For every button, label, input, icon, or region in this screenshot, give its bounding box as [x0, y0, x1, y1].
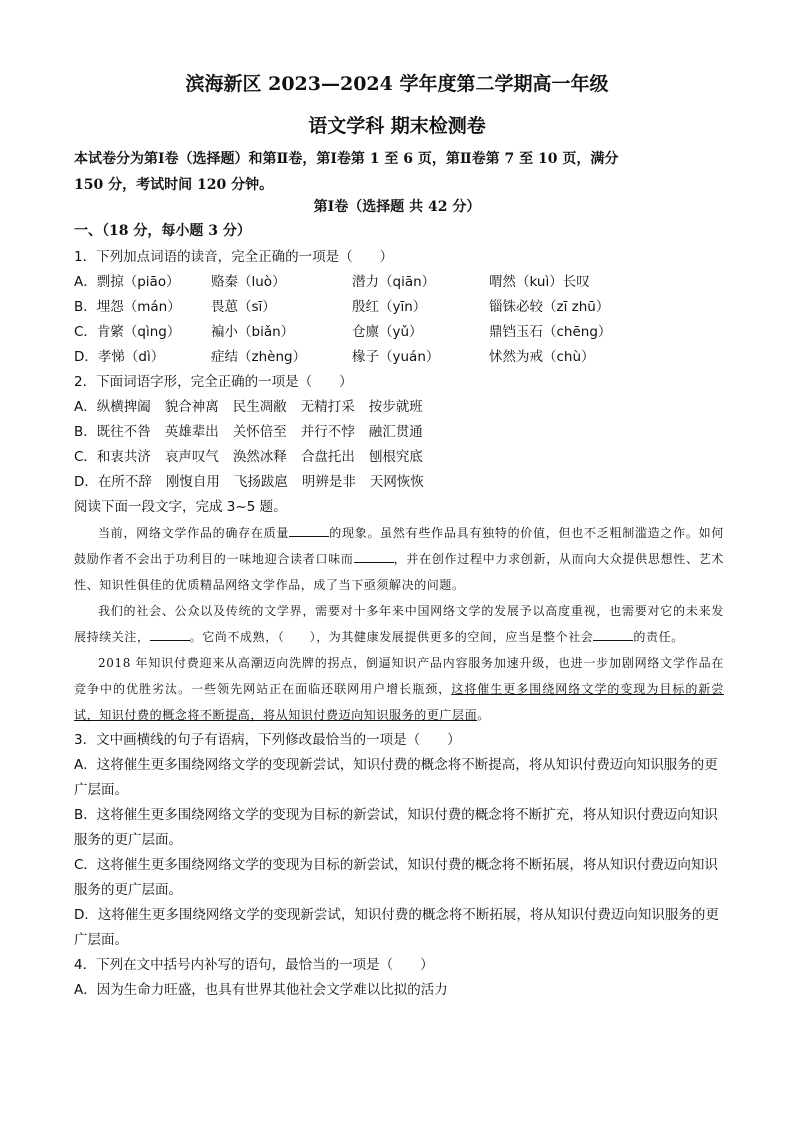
- q1-option-b-word-3: 殷红（yīn）: [352, 299, 427, 315]
- q4-option-a: A．因为生命力旺盛，也具有世界其他社会文学难以比拟的活力: [74, 982, 448, 998]
- reading-lead: 阅读下面一段文字，完成 3~5 题。: [74, 499, 287, 515]
- q1-option-row: [74, 295, 724, 320]
- q2-c-word-4: 合盘托出: [300, 449, 355, 465]
- fill-blank: [289, 524, 329, 537]
- q1-option-row: [74, 270, 724, 295]
- q2-a-word-5: 按步就班: [368, 399, 423, 415]
- q1-option-d-word-3: 椽子（yuán）: [352, 349, 440, 365]
- q1-option-d-word-4: 怵然为戒（chù）: [489, 349, 595, 365]
- p1-text-c: ，并在创作过程中力求创新，从而向大众提供思想性、艺术性、知识性俱佳的优质精品网络文学作品，成了当下亟须解决的问题。: [74, 552, 725, 592]
- q2-d-word-1: D．在所不辞: [74, 474, 152, 490]
- fill-blank: [150, 628, 190, 641]
- q3-stem: 3．文中画横线的句子有语病，下列修改最恰当的一项是（ ）: [74, 732, 461, 748]
- q2-c-word-1: C．和衷共济: [74, 449, 151, 465]
- q2-option-a: [74, 395, 724, 420]
- q3-option-b: B．这将催生更多围绕网络文学的变现为目标的新尝试，知识付费的概念将不断扩充，将从知识付费迈向知识服务的更广层面。: [74, 807, 718, 848]
- q3-option-a: A．这将催生更多围绕网络文学的变现新尝试，知识付费的概念将不断提高，将从知识付费迈向知识服务的更广层面。: [74, 757, 718, 798]
- passage-paragraph-1: [74, 520, 724, 598]
- q2-b-word-2: 英雄辈出: [164, 424, 219, 440]
- q2-c-word-3: 涣然冰释: [232, 449, 287, 465]
- q1-option-c-word-2: 褊小（biǎn）: [211, 324, 295, 340]
- p2-text-c: 的责任。: [633, 630, 684, 644]
- q2-a-word-2: 貌合神离: [164, 399, 219, 415]
- q1-option-c-word-1: C．肯綮（qìng）: [74, 324, 181, 340]
- q2-c-word-5: 刨根究底: [368, 449, 423, 465]
- passage-paragraph-2: [74, 598, 724, 650]
- q1-option-b-word-2: 畏葸（sī）: [211, 299, 276, 315]
- exam-subtitle: 语文学科 期末检测卷: [308, 115, 486, 137]
- p1-text-a: 当前，网络文学作品的确存在质量: [98, 526, 290, 540]
- q2-option-c: [74, 445, 724, 470]
- q2-b-word-5: 融汇贯通: [368, 424, 423, 440]
- q2-d-word-4: 明辨是非: [301, 474, 356, 490]
- q2-b-word-1: B．既往不咎: [74, 424, 151, 440]
- q2-option-d: [74, 470, 724, 495]
- q2-d-word-5: 天网恢恢: [369, 474, 424, 490]
- section-title: 第Ⅰ卷（选择题 共 42 分）: [313, 199, 481, 215]
- p3-text-a: 2018 年知识付费迎来从高潮迈向洗牌的拐点，倒逼知识产品内容服务加速升级，也进一步加剧网络文学作品在竞争中的优胜劣汰。一些领先网站正在面临还联网用户增长瓶颈，: [74, 656, 724, 696]
- q1-option-a-word-2: 赂秦（luò）: [211, 274, 286, 290]
- exam-body: [74, 245, 724, 1003]
- q1-option-row: [74, 320, 724, 345]
- q3-option-d: D．这将催生更多围绕网络文学的变现新尝试，知识付费的概念将不断拓展，将从知识付费迈向知识服务的更广层面。: [74, 907, 719, 948]
- q1-option-d-word-2: 症结（zhèng）: [211, 349, 307, 365]
- q1-option-row: [74, 345, 724, 370]
- p1-text-b: 的现象。虽然有些作品具有独特的价值，但也不乏粗制滥造之作。如何鼓励作者不会出于功利目的一味地迎合读者口味而: [74, 526, 724, 566]
- p2-text-b: 。它尚不成熟，（ ），为其健康发展提供更多的空间，应当是整个社会: [189, 630, 594, 644]
- part-heading: 一、（18 分，每小题 3 分）: [74, 223, 251, 239]
- q3-option-c: C．这将催生更多围绕网络文学的变现为目标的新尝试，知识付费的概念将不断拓展，将从知识付费迈向知识服务的更广层面。: [74, 857, 718, 898]
- exam-instructions: [74, 146, 724, 198]
- q1-option-d-word-1: D．孝悌（dì）: [74, 349, 165, 365]
- q2-a-word-3: 民生凋敝: [232, 399, 287, 415]
- q1-option-a-word-3: 潜力（qiān）: [352, 274, 436, 290]
- q2-b-word-4: 并行不悖: [300, 424, 355, 440]
- passage-paragraph-3: [74, 650, 724, 728]
- q1-stem: 1．下列加点词语的读音，完全正确的一项是（ ）: [74, 249, 394, 265]
- exam-title: 滨海新区 2023—2024 学年度第二学期高一年级: [185, 73, 609, 95]
- q2-d-word-2: 刚愎自用: [165, 474, 220, 490]
- q1-option-b-word-1: B．埋怨（mán）: [74, 299, 181, 315]
- fill-blank: [593, 628, 633, 641]
- q2-d-word-3: 飞扬跋扈: [233, 474, 288, 490]
- q1-option-c-word-4: 鼎铛玉石（chēng）: [489, 324, 612, 340]
- q1-option-a-word-4: 喟然（kuì）长叹: [489, 274, 590, 290]
- q2-a-word-1: A．纵横捭阖: [74, 399, 151, 415]
- q2-c-word-2: 哀声叹气: [164, 449, 219, 465]
- q1-option-c-word-3: 仓廪（yǔ）: [352, 324, 423, 340]
- p2-text-a: 我们的社会、公众以及传统的文学界，需要对十多年来中国网络文学的发展予以高度重视，也需要对它的未来发展持续关注，: [74, 604, 724, 644]
- q2-option-b: [74, 420, 724, 445]
- q2-stem: 2．下面词语字形，完全正确的一项是（ ）: [74, 374, 353, 390]
- q1-option-a-word-1: A．剽掠（piāo）: [74, 274, 180, 290]
- reading-passage: [74, 520, 724, 728]
- fill-blank: [354, 550, 394, 563]
- p3-text-end: 。: [477, 708, 490, 722]
- underlined-sentence: 这将催生更多围绕网络文学的变现为目标的新尝试，知识付费的概念将不断提高，将从知识付费迈向知识服务的更广层面: [74, 682, 724, 722]
- instructions-line-2: 150 分，考试时间 120 分钟。: [74, 177, 274, 193]
- q1-option-b-word-4: 锱铢必较（zī zhū）: [489, 299, 610, 315]
- q2-b-word-3: 关怀倍至: [232, 424, 287, 440]
- q4-stem: 4．下列在文中括号内补写的语句，最恰当的一项是（ ）: [74, 957, 434, 973]
- q2-a-word-4: 无精打采: [300, 399, 355, 415]
- instructions-line-1: 本试卷分为第Ⅰ卷（选择题）和第Ⅱ卷，第Ⅰ卷第 1 至 6 页，第Ⅱ卷第 7 至 10 页，满分: [74, 151, 619, 167]
